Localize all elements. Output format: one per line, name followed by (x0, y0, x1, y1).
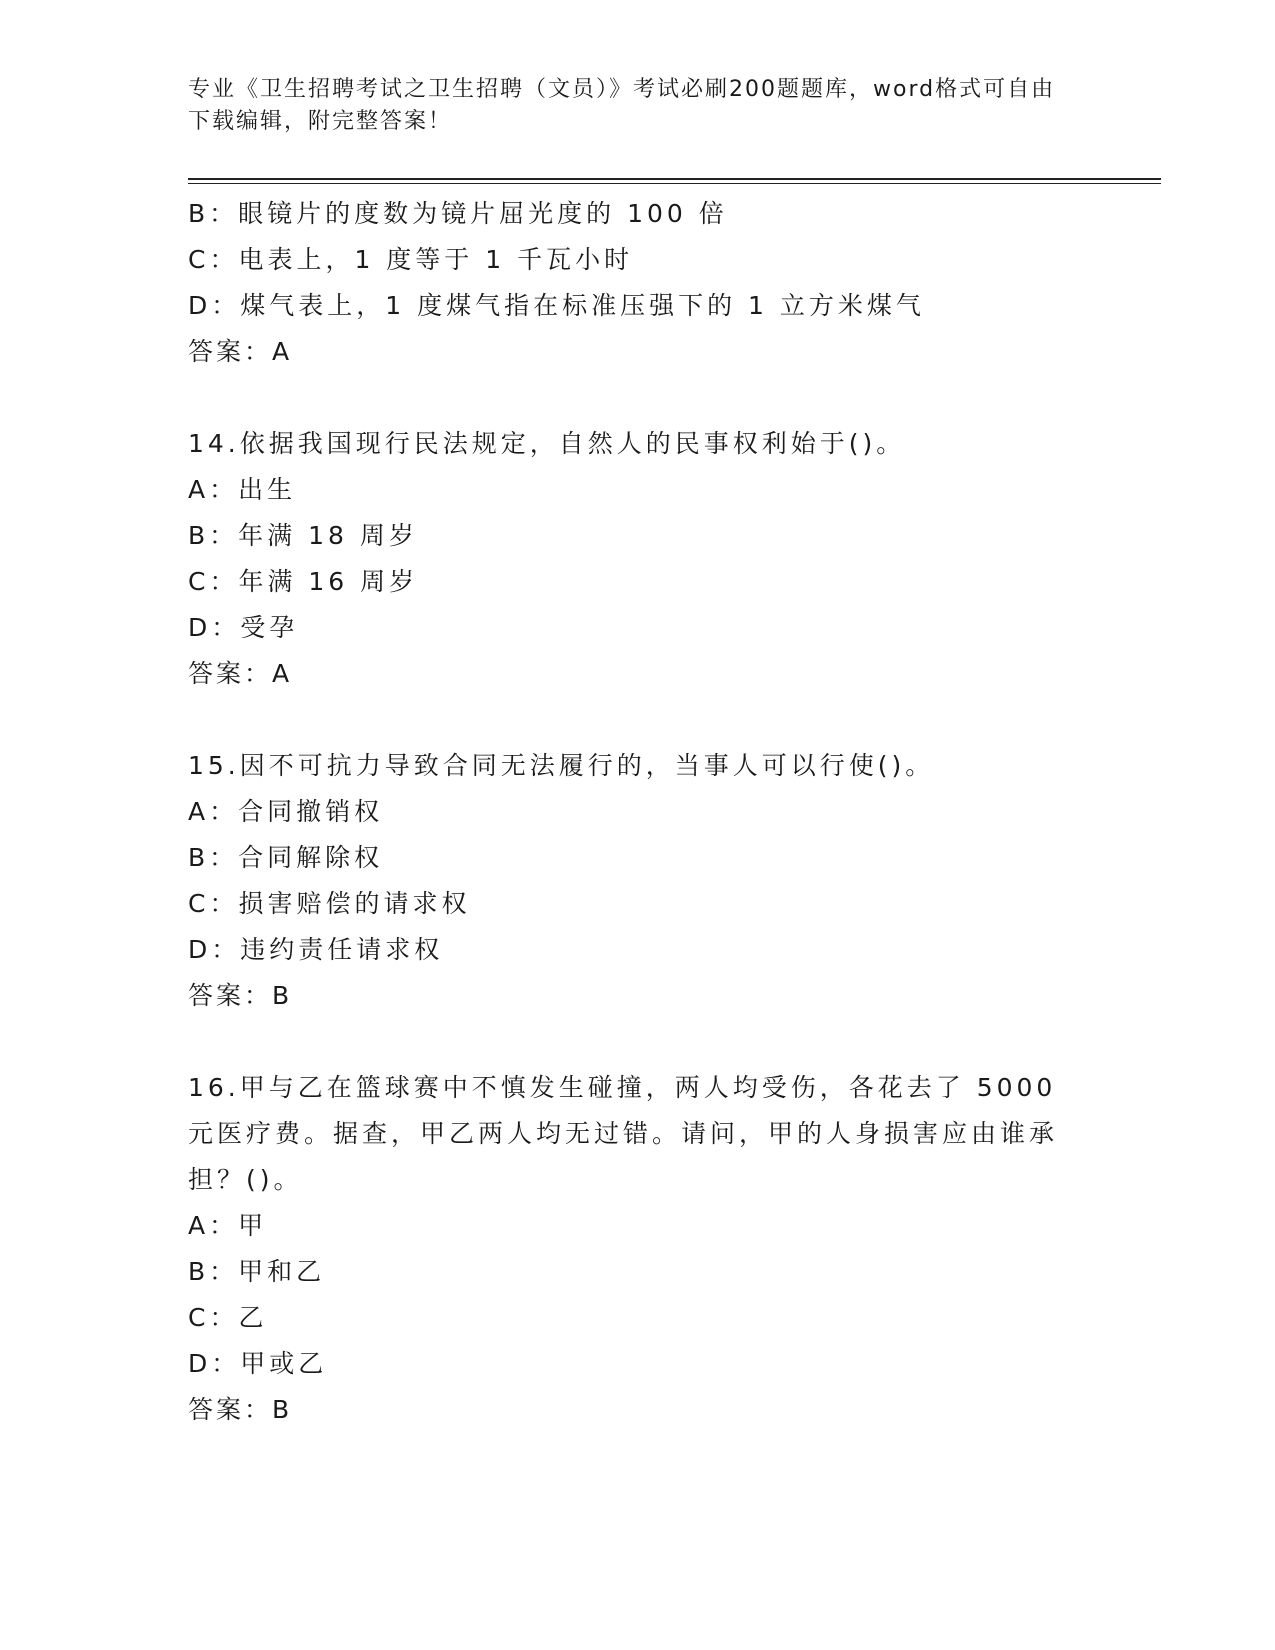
question-stem: 14.依据我国现行民法规定，自然人的民事权利始于()。 (188, 429, 906, 458)
option-b: B：年满 18 周岁 (188, 521, 418, 550)
question-13-tail (188, 191, 1088, 375)
option-a: A：出生 (188, 475, 297, 504)
question-16 (188, 1065, 1088, 1433)
option-c: C：年满 16 周岁 (188, 567, 419, 596)
option-c: C：损害赔偿的请求权 (188, 889, 471, 918)
option-b: B：合同解除权 (188, 843, 384, 872)
option-b: B：甲和乙 (188, 1257, 326, 1286)
document-intro: 专业《卫生招聘考试之卫生招聘（文员）》考试必刷200题题库，word格式可自由下载编辑，附完整答案！ (188, 77, 1056, 134)
question-content (188, 191, 1088, 1433)
option-a: A：甲 (188, 1211, 268, 1240)
answer-line: 答案：A (188, 659, 293, 688)
option-c: C：电表上，1 度等于 1 千瓦小时 (188, 245, 634, 274)
option-a: A：合同撤销权 (188, 797, 384, 826)
spacer (188, 1019, 1088, 1065)
question-stem: 15.因不可抗力导致合同无法履行的，当事人可以行使()。 (188, 751, 935, 780)
option-d: D：受孕 (188, 613, 299, 642)
question-14 (188, 421, 1088, 697)
option-b: B：眼镜片的度数为镜片屈光度的 100 倍 (188, 199, 728, 228)
question-15 (188, 743, 1088, 1019)
answer-line: 答案：B (188, 981, 293, 1010)
answer-line: 答案：A (188, 337, 293, 366)
option-d: D：煤气表上，1 度煤气指在标准压强下的 1 立方米煤气 (188, 291, 925, 320)
spacer (188, 697, 1088, 743)
answer-line: 答案：B (188, 1395, 293, 1424)
option-d: D：违约责任请求权 (188, 935, 444, 964)
spacer (188, 375, 1088, 421)
question-stem: 16.甲与乙在篮球赛中不慎发生碰撞，两人均受伤，各花去了 5000 元医疗费。据查，甲乙两人均无过错。请问，甲的人身损害应由谁承担？()。 (188, 1073, 1059, 1194)
option-c: C：乙 (188, 1303, 268, 1332)
header-divider-thick (188, 178, 1161, 180)
option-d: D：甲或乙 (188, 1349, 328, 1378)
header-divider-thin (188, 183, 1161, 184)
